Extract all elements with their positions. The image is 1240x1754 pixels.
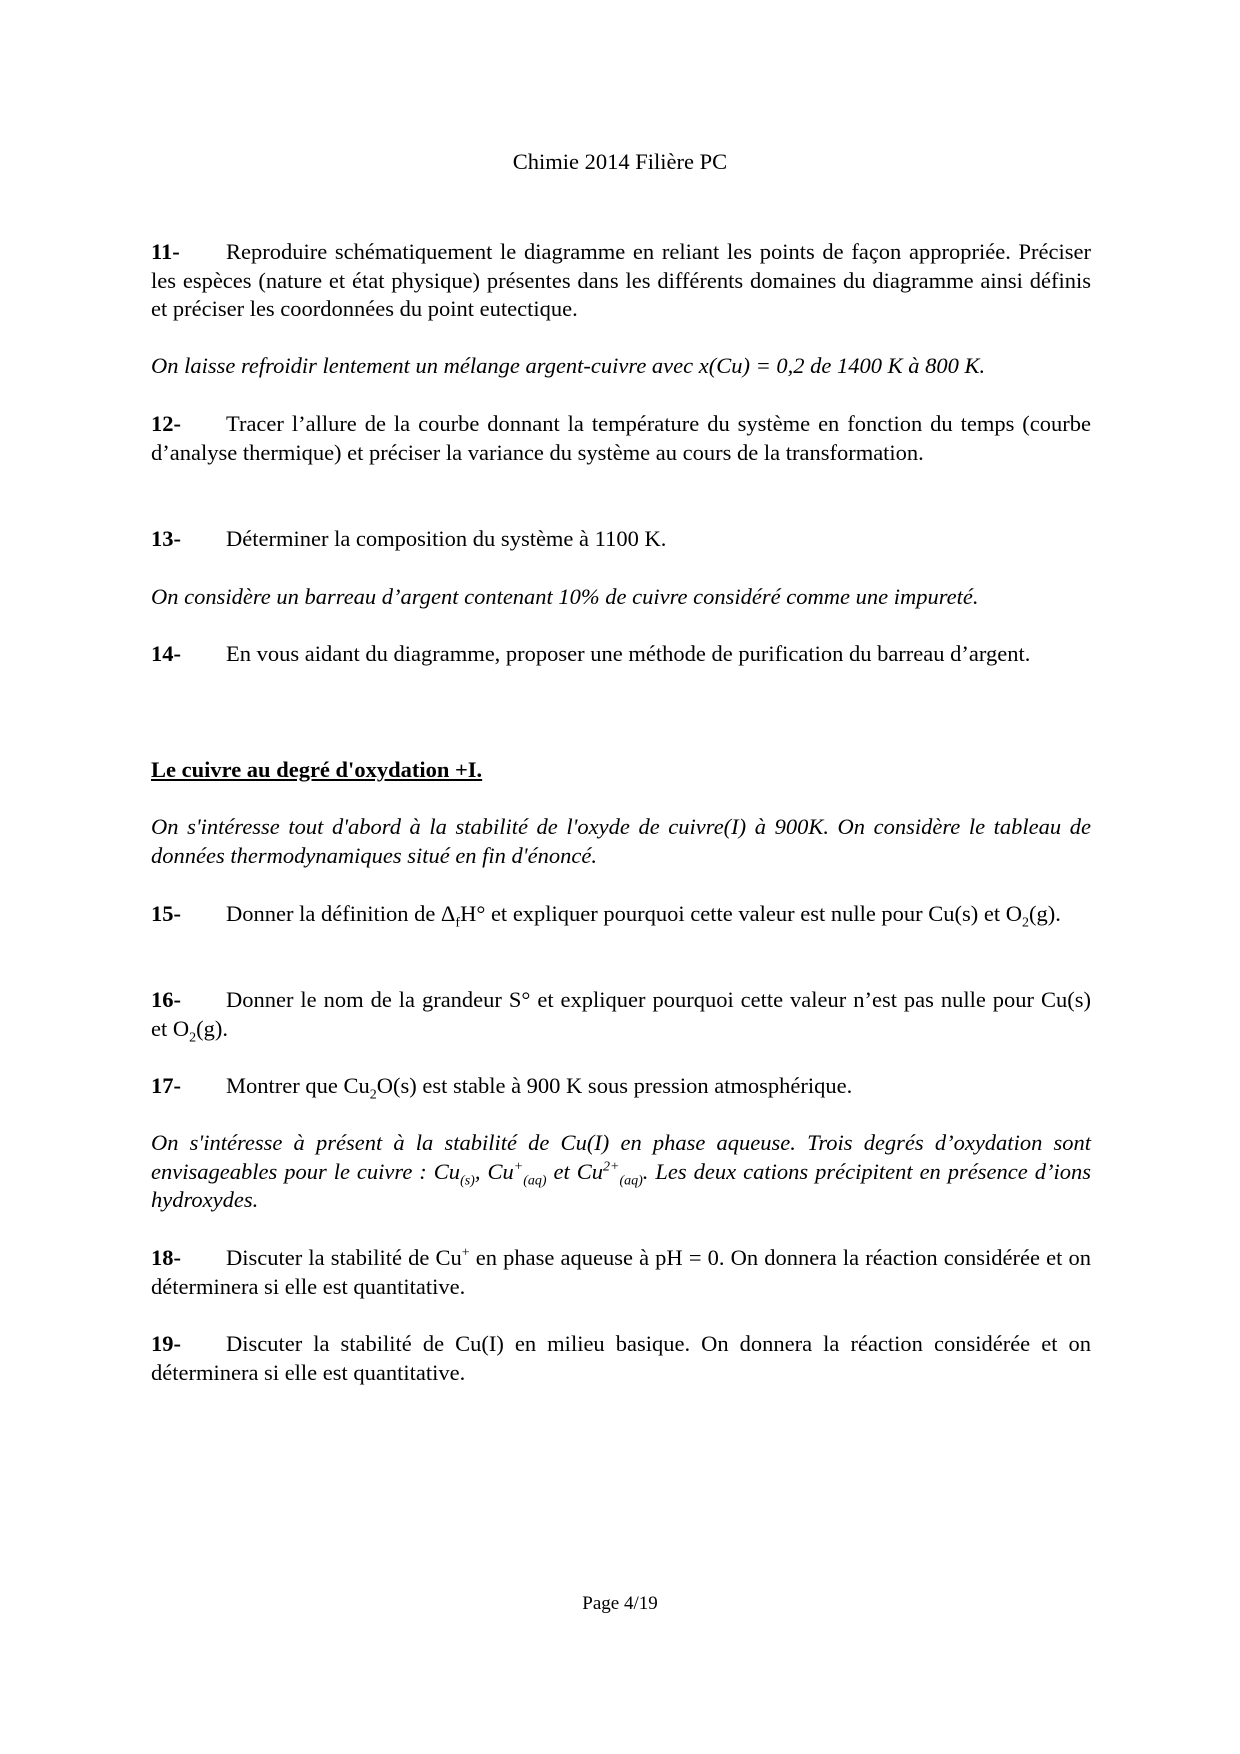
subscript: 2 [369,1087,377,1103]
question-number: 14- [151,641,181,666]
question-17 [151,1072,1091,1101]
question-13 [151,525,1091,554]
question-text-part: O(s) est stable à 900 K sous pression atmosphérique. [376,1073,853,1098]
question-number: 18- [151,1245,181,1270]
question-text-part: Donner la définition de Δ [226,901,456,926]
question-number: 11- [151,239,180,264]
question-text-part: Donner le nom de la grandeur S° et expliquer pourquoi cette valeur n’est pas nulle pour Cu(s) et O [151,987,1091,1041]
subscript: 2 [1022,915,1030,931]
context-text-part: , Cu [474,1158,514,1184]
subscript: (aq) [523,1173,547,1188]
superscript: + [513,1159,524,1174]
question-text: Reproduire schématiquement le diagramme en reliant les points de façon appropriée. Préciser les espèces (nature et état physique) présentes dans les différents domaines du diagramme ainsi définis et préciser les coordonnées du point eutectique. [151,239,1091,321]
question-text-part: (g). [196,1015,228,1041]
superscript: + [461,1245,470,1261]
context-paragraph: On laisse refroidir lentement un mélange argent-cuivre avec x(Cu) = 0,2 de 1400 K à 800 K. [151,353,986,378]
question-18 [151,1244,1091,1301]
page-header: Chimie 2014 Filière PC [512,149,728,174]
question-number: 16- [151,987,181,1012]
question-12 [151,410,1091,467]
superscript: 2+ [603,1159,620,1174]
question-text: Déterminer la composition du système à 1100 K. [226,526,667,551]
subscript: 2 [189,1030,197,1045]
question-text-part: Discuter la stabilité de Cu [226,1245,462,1270]
question-text: Tracer l’allure de la courbe donnant la température du système en fonction du temps (courbe d’analyse thermique) et préciser la variance du système au cours de la transformation. [151,411,1091,465]
section-title: Le cuivre au degré d'oxydation +I. [151,757,483,782]
question-number: 12- [151,411,181,436]
subscript: (s) [460,1173,475,1188]
context-text-part: On s'intéresse à présent à la stabilité de Cu(I) en phase aqueuse. Trois degrés d’oxydation sont envisageables pour le cuivre : Cu [151,1130,1091,1184]
question-19 [151,1330,1091,1387]
subscript: f [455,915,461,931]
subscript: (aq) [619,1173,643,1188]
context-text-part: et Cu [546,1158,603,1184]
context-text-part: . Les deux cations précipitent en présence d’ions hydroxydes. [151,1158,1092,1212]
question-number: 13- [151,526,181,551]
question-14 [151,640,1091,669]
question-11 [151,238,1091,324]
question-text-part: (g). [1029,901,1061,926]
question-text-part: H° et expliquer pourquoi cette valeur est nulle pour Cu(s) et O [460,901,1023,926]
question-16 [151,986,1091,1043]
question-text: Discuter la stabilité de Cu(I) en milieu basique. On donnera la réaction considérée et on déterminera si elle est quantitative. [151,1331,1091,1385]
question-text-part: Montrer que Cu [226,1073,370,1098]
context-paragraph: On considère un barreau d’argent contenant 10% de cuivre considéré comme une impureté. [151,584,979,609]
context-paragraph [151,1129,1091,1215]
question-text: En vous aidant du diagramme, proposer une méthode de purification du barreau d’argent. [226,641,1031,666]
question-text-part: en phase aqueuse à pH = 0. On donnera la réaction considérée et on déterminera si elle est quantitative. [151,1245,1091,1299]
question-number: 17- [151,1073,181,1098]
question-15 [151,900,1091,929]
context-paragraph: On s'intéresse tout d'abord à la stabilité de l'oxyde de cuivre(I) à 900K. On considère le tableau de données thermodynamiques situé en fin d'énoncé. [151,814,1091,868]
question-number: 15- [151,901,181,926]
page-number: Page 4/19 [582,1593,658,1614]
question-number: 19- [151,1331,181,1356]
